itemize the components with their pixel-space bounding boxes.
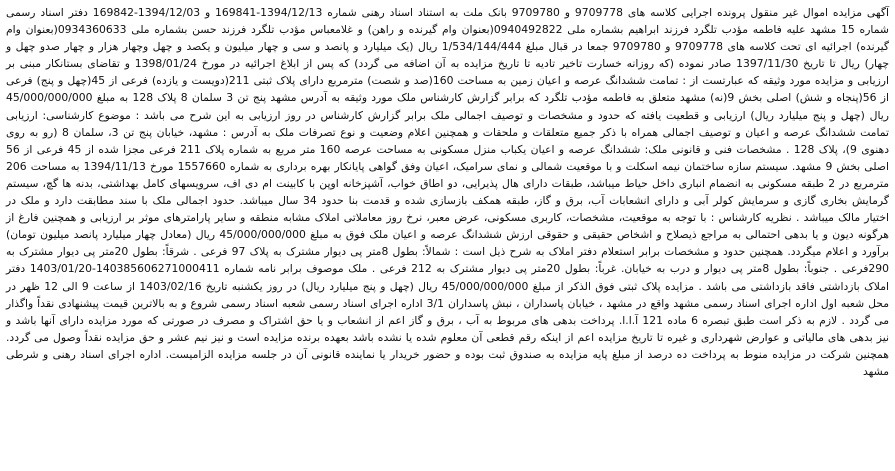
- auction-notice-text: آگهی مزایده اموال غیر منقول پرونده اجرایی کلاسه های 9709778 و 9709780 بانک ملت به استناد اسناد رهنی شماره 1394/12/13-169841 و 1394/12/03-169842 دفتر اسناد رسمی شماره 15 مشهد علیه فاطمه مؤدب تلگرد فرزند ابراهیم بشماره ملی 0940492822(بعنوان وام گیرنده و راهن) و غلامعباس مؤدب تلگرد فرزند حسن بشماره ملی 0934360633(بعنوان وام گیرنده) اجرائیه ای تحت کلاسه های 9709778 و 9709780 جمعا در قبال مبلغ 1/534/144/444 ریال (یک میلیارد و پانصد و سی و چهار میلیون و یکصد و چهل وچهار هزار و چهار صدو چهل و چهار) ریال تا تاریخ 1397/11/30 صادر نموده (که روزانه خسارت تاخیر تادیه تا تاریخ مزایده به آن اضافه می گردد) که پس از ابلاغ اجرائیه در مورخ 1398/01/24 و تقاضای بستانکار مبنی بر ارزیابی و مزایده مورد وثیقه که عبارتست از : تمامت ششدانگ عرصه و اعیان زمین به مساحت 160(صد و شصت) مترمربع دارای پلاک ثبتی 211(دویست و یازده) فرعی از 45(چهل و پنج) فرعی از 56(پنجاه و شش) اصلی بخش 9(نه) مشهد متعلق به فاطمه مؤدب تلگرد که برابر گزارش کارشناس ملک مورد وثیقه به آدرس مشهد پنج تن 3 سلمان 8 پلاک 128 به مبلغ 45/000/000/000 ریال (چهل و پنج میلیارد ریال) ارزیابی و قطعیت یافته که حدود و مشخصات و توصیف اجمالی ملک برابر گزارش کارشناس در روز ارزیابی به این شرح می باشد : موضوع کارشناسی: ارزیابی تمامت ششدانگ عرصه و اعیان و توصیف اجمالی همراه با ذکر جمیع متعلقات و ملحقات و همچنین اعلام وضعیت و نوع تصرفات ملک به آدرس : مشهد، خیابان پنج تن 3، سلمان 8 (رو به روی دهنوی 9)، پلاک 128 . مشخصات فنی و قانونی ملک: ششدانگ عرصه و اعیان یکباب منزل مسکونی به مساحت عرصه 160 متر مربع به شماره پلاک 211 فرعی مجزا شده از 45 فرعی از 56 اصلی بخش 9 مشهد. سیستم سازه ساختمان نیمه اسکلت و با موقعیت شمالی و نمای سرامیک، اعیان وفق گواهی پایانکار بهره برداری به شماره 1557660 مورخ 1394/11/13 به مساحت 206 مترمربع در 2 طبقه مسکونی به انضمام انباری داخل حیاط میباشد، طبقات دارای هال پذیرایی، دو اطاق خواب، آشپزخانه اوپن با کابینت ام دی اف، سرویسهای کامل بهداشتی، بدنه ها گچ، سیستم گرمایش بخاری گازی و سرمایش کولر آبی و دارای انشعابات آب، برق و گاز، طبقه همکف بازسازی شده و قدمت بنا حدود 34 سال میباشد. حدود اجمالی ملک با سند مطابقت دارد و ملک در اختیار مالک میباشد . نظریه کارشناس : با توجه به موقعیت، مشخصات، کاربری مسکونی، عرض معبر، نرخ روز معاملاتی املاک مشابه منطقه و سایر پارامترهای موثر بر ارزیابی و همچنین فارغ از هرگونه دیون و یا بدهی احتمالی به مراجع ذیصلاح و اشخاص حقیقی و حقوقی ارزش ششدانگ عرصه و اعیان ملک فوق به مبلغ 45/000/000/000 ریال (معادل چهار میلیارد پانصد میلیون تومان) برآورد و اعلام میگردد. همچنین حدود و مشخصات برابر استعلام دفتر املاک به شرح ذیل است : شمالاً: بطول 8متر پی دیوار مشترک به پلاک 97 فرعی . شرقاً: بطول 20متر پی دیوار مشترک به 290فرعی . جنوباً: بطول 8متر پی دیوار و درب به خیابان. غرباً: بطول 20متر پی دیوار مشترک به 212 فرعی . ملک موصوف برابر نامه شماره 140385606271000411-1403/01/20 دفتر املاک بازداشتی فاقد بازداشتی می باشد . مزایده پلاک ثبتی فوق الذکر از مبلغ 45/000/000/000 ریال (چهل و پنج میلیارد ریال) در روز یکشنبه تاریخ 1403/02/16 از ساعت 9 الی 12 ظهر در محل شعبه اول اداره اجرای اسناد رسمی مشهد واقع در مشهد ، خیابان پاسداران ، نبش پاسداران 3/1 اداره اجرای اسناد رسمی شعبه اسناد رسمی شروع و به بالاترین قیمت پیشنهادی نقداً واگذار می گردد . لازم به ذکر است طبق تبصره 6 ماده 121 آ.ا.ا. پرداخت بدهی های مربوط به آب ، برق و گاز اعم از انشعاب و یا حق اشتراک و مصرف در صورتی که مورد مزایده دارای آنها باشد و نیز بدهی های مالیاتی و عوارض شهرداری و غیره تا تاریخ مزایده اعم از اینکه رقم قطعی آن معلوم شده یا نشده باشد بعهده برنده مزایده است و نیز نیم عشر و حق مزایده نقداً وصول می گردد. همچنین شرکت در مزایده منوط به پرداخت ده درصد از مبلغ پایه مزایده به صندوق ثبت بوده و حضور خریدار یا نماینده قانونی آن در جلسه مزایده الزامیست. اداره اجرای اسناد رهنی و شرطی مشهد: [6, 6, 890, 378]
